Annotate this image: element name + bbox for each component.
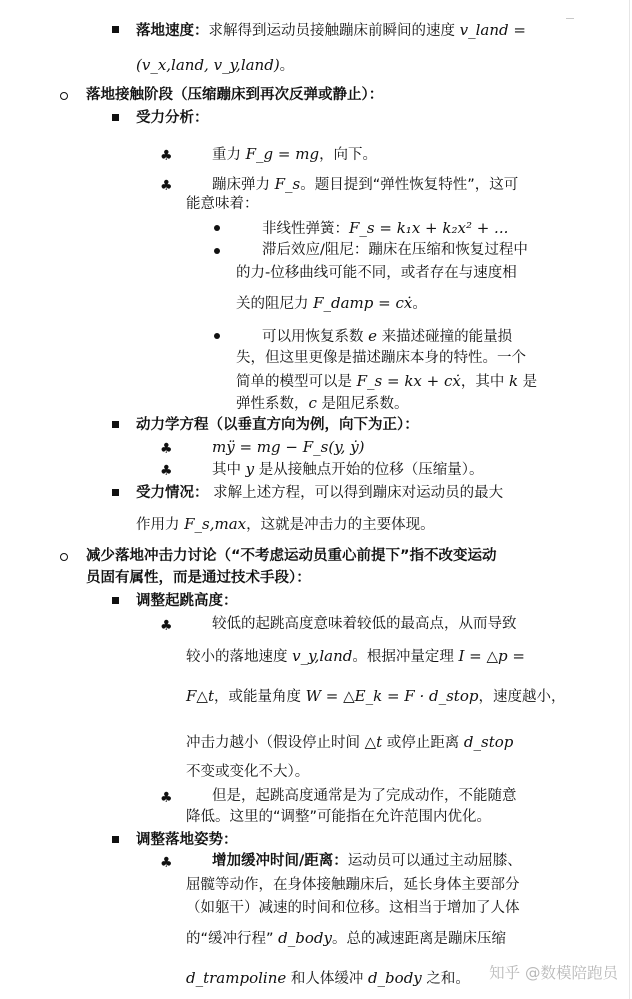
doc-line: 关的阻尼力 F_damp = cẋ。 — [236, 294, 427, 312]
doc-line: 的力-位移曲线可能不同，或者存在与速度相 — [236, 265, 517, 281]
doc-line: 非线性弹簧：F_s = k₁x + k₂x² + ... — [262, 219, 509, 237]
doc-line: 可以用恢复系数 e 来描述碰撞的能量损 — [262, 327, 513, 345]
doc-line: 降低。这里的“调整”可能指在允许范围内优化。 — [186, 809, 492, 825]
circle-bullet-icon — [60, 553, 68, 561]
doc-line: （如躯干）减速的时间和位移。这相当于增加了人体 — [186, 900, 520, 916]
dot-bullet-icon — [214, 225, 220, 231]
doc-line: 失，但这里更像是描述蹦床本身的特性。一个 — [236, 350, 526, 366]
club-bullet-icon: ♣ — [160, 618, 173, 634]
square-bullet-icon — [112, 421, 119, 428]
club-bullet-icon: ♣ — [160, 441, 173, 457]
section-heading: 减少落地冲击力讨论（“不考虑运动员重心前提下”指不改变运动 — [86, 548, 497, 564]
dot-bullet-icon — [214, 248, 220, 254]
doc-line: 冲击力越小（假设停止时间 △t 或停止距离 d_stop — [186, 733, 514, 751]
doc-line: 重力 F_g = mg，向下。 — [212, 145, 378, 163]
doc-line: 蹦床弹力 F_s。题目提到“弹性恢复特性”，这可 — [212, 175, 519, 193]
doc-line: F△t，或能量角度 W = △E_k = F · d_stop，速度越小， — [186, 687, 566, 705]
doc-line: 滞后效应/阻尼：蹦床在压缩和恢复过程中 — [262, 242, 528, 258]
circle-bullet-icon — [60, 92, 68, 100]
doc-line: 增加缓冲时间/距离：运动员可以通过主动屈膝、 — [212, 853, 522, 869]
watermark: 知乎 @数模陪跑员 — [489, 964, 618, 982]
doc-line: 弹性系数，c 是阻尼系数。 — [236, 394, 409, 412]
doc-line: (v_x,land, v_y,land)。 — [136, 56, 295, 74]
doc-line: 屈髋等动作，在身体接触蹦床后，延长身体主要部分 — [186, 877, 520, 893]
doc-line: 的“缓冲行程” d_body。总的减速距离是蹦床压缩 — [186, 929, 506, 947]
doc-line: 简单的模型可以是 F_s = kx + cẋ，其中 k 是 — [236, 372, 538, 390]
doc-line: d_trampoline 和人体缓冲 d_body 之和。 — [186, 969, 470, 987]
section-heading: 落地接触阶段（压缩蹦床到再次反弹或静止）： — [86, 87, 384, 103]
club-bullet-icon: ♣ — [160, 178, 173, 194]
square-bullet-icon — [112, 597, 119, 604]
subsection-heading: 受力分析： — [136, 110, 209, 126]
doc-line: 其中 y 是从接触点开始的位移（压缩量）。 — [212, 460, 484, 478]
doc-line: 作用力 F_s,max，这就是冲击力的主要体现。 — [136, 515, 435, 533]
doc-line: 较小的落地速度 v_y,land。根据冲量定理 I = △p = — [186, 647, 525, 665]
subsection-heading: 动力学方程（以垂直方向为例，向下为正）： — [136, 417, 419, 433]
doc-line: 但是，起跳高度通常是为了完成动作，不能随意 — [212, 788, 517, 804]
equation-line: mÿ = mg − F_s(y, ẏ) — [212, 438, 365, 456]
margin-mark — [566, 18, 574, 19]
square-bullet-icon — [112, 489, 119, 496]
square-bullet-icon — [112, 114, 119, 121]
page-edge — [629, 0, 630, 999]
square-bullet-icon — [112, 26, 119, 33]
doc-line: 不变或变化不大）。 — [186, 764, 310, 780]
doc-line: 能意味着： — [186, 196, 259, 212]
doc-line: 受力情况： 求解上述方程，可以得到蹦床对运动员的最大 — [136, 485, 504, 501]
club-bullet-icon: ♣ — [160, 463, 173, 479]
club-bullet-icon: ♣ — [160, 148, 173, 164]
subsection-heading: 调整落地姿势： — [136, 832, 238, 848]
dot-bullet-icon — [214, 333, 220, 339]
square-bullet-icon — [112, 836, 119, 843]
doc-line: 较低的起跳高度意味着较低的最高点，从而导致 — [212, 616, 517, 632]
subsection-heading: 调整起跳高度： — [136, 593, 238, 609]
club-bullet-icon: ♣ — [160, 855, 173, 871]
section-heading: 员固有属性，而是通过技术手段）： — [86, 570, 311, 586]
doc-line: 落地速度：求解得到运动员接触蹦床前瞬间的速度 v_land = — [136, 21, 526, 39]
club-bullet-icon: ♣ — [160, 790, 173, 806]
